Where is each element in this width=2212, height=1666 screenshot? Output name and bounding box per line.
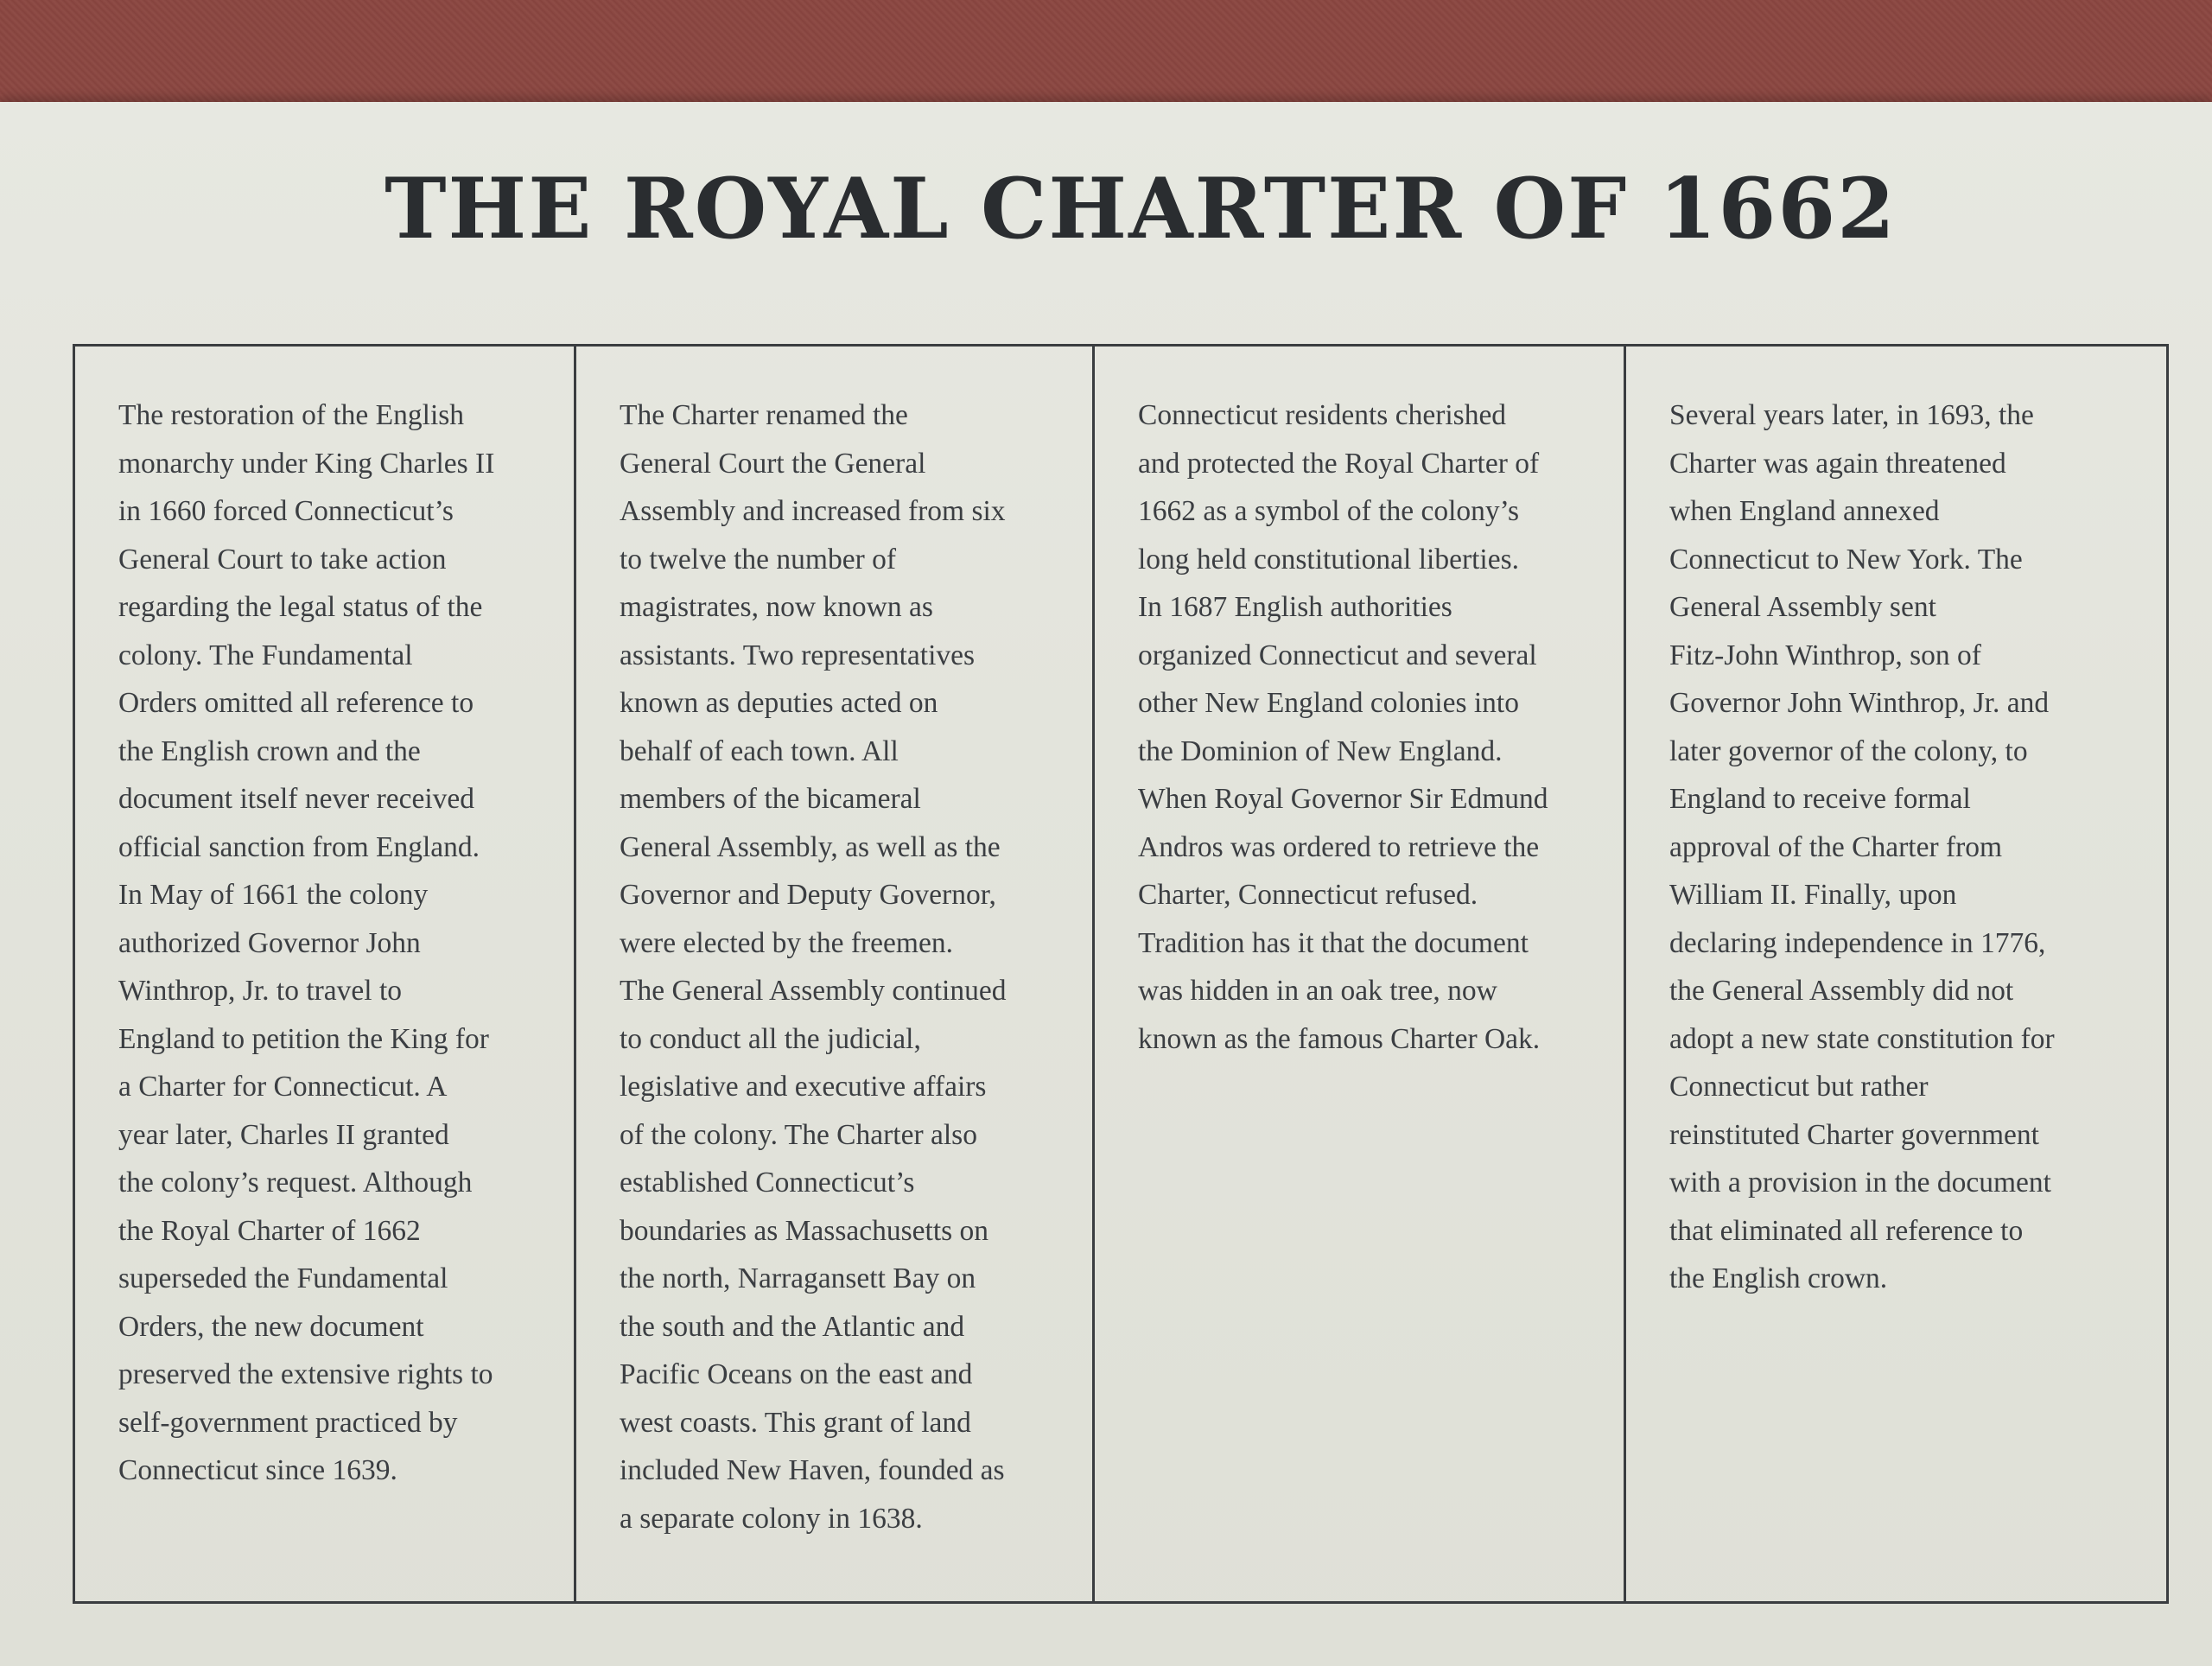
column-3-text: Connecticut residents cherished and protected the Royal Charter of 1662 as a symbol of the colony’s long held constitutional liberties. In 1687 English authorities organized Connecticut and several other New England colonies into the Dominion of New England. When Royal Governor Sir Edmund Andros was ordered to retrieve the Charter, Connecticut refused. Tradition has it that the document was hidden in an oak tree, now known as the famous Charter Oak. (1138, 399, 1548, 1055)
text-columns-table (73, 344, 2169, 1604)
column-4 (1626, 347, 2166, 1601)
column-1-text: The restoration of the English monarchy under King Charles II in 1660 forced Connecticut’s General Court to take action regarding the legal status of the colony. The Fundamental Orders omitted all reference to the English crown and the document itself never received official sanction from England. In May of 1661 the colony authorized Governor John Winthrop, Jr. to travel to England to petition the King for a Charter for Connecticut. A year later, Charles II granted the colony’s request. Although the Royal Charter of 1662 superseded the Fundamental Orders, the new document preserved the extensive rights to self-government practiced by Connecticut since 1639. (118, 399, 495, 1486)
column-2-text: The Charter renamed the General Court the General Assembly and increased from six to twelve the number of magistrates, now known as assistants. Two representatives known as deputies acted on behalf of each town. All members of the bicameral General Assembly, as well as the Governor and Deputy Governor, were elected by the freemen. The General Assembly continued to conduct all the judicial, legislative and executive affairs of the colony. The Charter also established Connecticut’s boundaries as Massachusetts on the north, Narragansett Bay on the south and the Atlantic and Pacific Oceans on the east and west coasts. This grant of land included New Haven, founded as a separate colony in 1638. (620, 399, 1007, 1535)
placard-title: THE ROYAL CHARTER OF 1662 (385, 160, 1897, 258)
background-wall (0, 0, 2212, 112)
column-1 (75, 347, 576, 1601)
column-3 (1095, 347, 1626, 1601)
column-2 (576, 347, 1095, 1601)
column-4-text: Several years later, in 1693, the Charter was again threatened when England annexed Connecticut to New York. The General Assembly sent Fitz-John Winthrop, son of Governor John Winthrop, Jr. and later governor of the colony, to England to receive formal approval of the Charter from William II. Finally, upon declaring independence in 1776, the General Assembly did not adopt a new state constitution for Connecticut but rather reinstituted Charter government with a provision in the document that eliminated all reference to the English crown. (1669, 399, 2055, 1294)
